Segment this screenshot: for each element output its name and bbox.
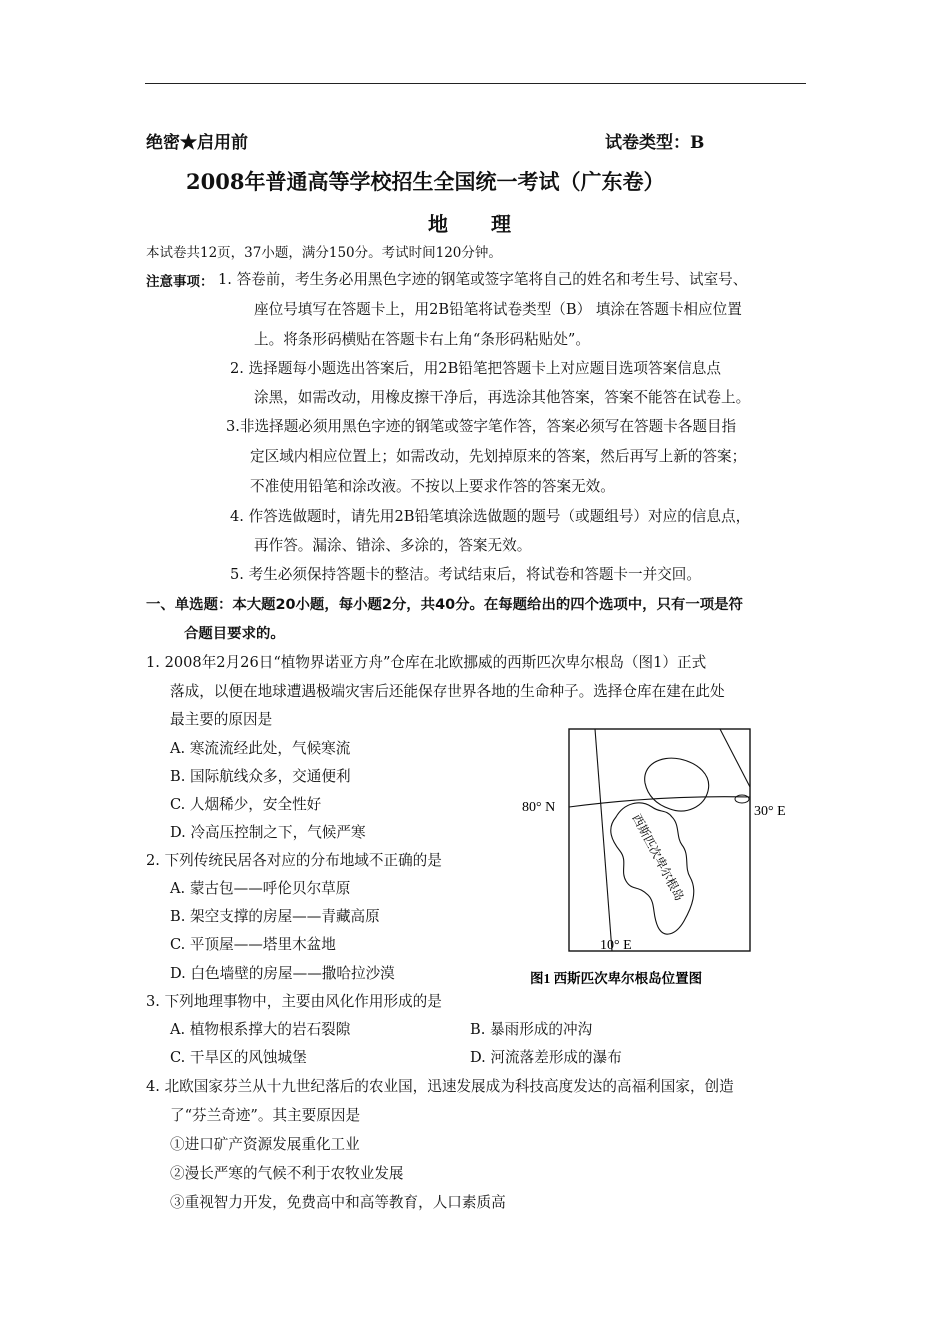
note-line: 再作答。漏涂、错涂、多涂的，答案无效。 xyxy=(254,537,532,554)
note-line: 上。将条形码横贴在答题卡右上角“条形码粘贴处”。 xyxy=(254,331,590,348)
parallel-80n-line xyxy=(569,797,750,807)
q4-item: ①进口矿产资源发展重化工业 xyxy=(170,1136,360,1153)
subject-char-1: 地 xyxy=(428,212,449,236)
question-2-stem: 2. 下列传统民居各对应的分布地域不正确的是 xyxy=(146,852,442,869)
note-line: 5. 考生必须保持答题卡的整洁。考试结束后，将试卷和答题卡一并交回。 xyxy=(230,566,701,583)
subject-char-2: 理 xyxy=(491,212,512,236)
meridian-30e-line xyxy=(720,729,750,787)
label-30e: 30° E xyxy=(754,804,786,819)
question-1-line: 1. 2008年2月26日“植物界诺亚方舟”仓库在北欧挪威的西斯匹次卑尔根岛（图1）正式 xyxy=(146,654,707,671)
subject-title xyxy=(428,208,512,237)
q3-option-a: A. 植物根系撑大的岩石裂隙 xyxy=(170,1021,351,1038)
section-heading: 一、单选题：本大题20小题，每小题2分，共40分。在每题给出的四个选项中，只有一项是符 xyxy=(146,597,743,613)
paper-type-label: 试卷类型：B xyxy=(605,133,705,153)
q1-option-c: C. 人烟稀少，安全性好 xyxy=(170,796,322,813)
northeast-island-shape xyxy=(645,758,709,811)
top-rule xyxy=(145,83,806,84)
exam-intro: 本试卷共12页，37小题，满分150分。考试时间120分钟。 xyxy=(146,245,502,261)
q1-option-d: D. 冷高压控制之下，气候严寒 xyxy=(170,824,366,841)
figure-1-map xyxy=(520,725,810,995)
main-island-shape xyxy=(611,803,694,934)
question-4-line: 了“芬兰奇迹”。其主要原因是 xyxy=(170,1107,361,1124)
q4-item: ③重视智力开发，免费高中和高等教育，人口素质高 xyxy=(170,1194,506,1211)
note-line: 4. 作答选做题时，请先用2B铅笔填涂选做题的题号（或题组号）对应的信息点， xyxy=(230,508,751,525)
note-line: 定区域内相应位置上；如需改动，先划掉原来的答案，然后再写上新的答案； xyxy=(250,448,747,465)
question-1-line: 最主要的原因是 xyxy=(170,711,273,728)
notes-label: 注意事项： xyxy=(146,274,214,290)
islet-shape xyxy=(735,795,749,803)
q1-option-b: B. 国际航线众多，交通便利 xyxy=(170,768,351,785)
confidential-label: 绝密★启用前 xyxy=(146,133,248,153)
note-line: 3.非选择题必须用黑色字迹的钢笔或签字笔作答，答案必须写在答题卡各题目指 xyxy=(226,418,737,435)
section-heading-cont: 合题目要求的。 xyxy=(184,626,285,642)
note-line: 2. 选择题每小题选出答案后，用2B铅笔把答题卡上对应题目选项答案信息点 xyxy=(230,360,721,377)
q4-item: ②漫长严寒的气候不利于农牧业发展 xyxy=(170,1165,404,1182)
q3-option-d: D. 河流落差形成的瀑布 xyxy=(470,1049,622,1066)
q2-option-b: B. 架空支撑的房屋——青藏高原 xyxy=(170,908,380,925)
exam-title: 2008年普通高等学校招生全国统一考试（广东卷） xyxy=(186,169,665,194)
label-80n: 80° N xyxy=(522,800,556,815)
question-4-line: 4. 北欧国家芬兰从十九世纪落后的农业国，迅速发展成为科技高度发达的高福利国家，创造 xyxy=(146,1078,734,1095)
q1-option-a: A. 寒流流经此处，气候寒流 xyxy=(170,740,351,757)
note-line: 不准使用铅笔和涂改液。不按以上要求作答的答案无效。 xyxy=(250,478,615,495)
q3-option-c: C. 干旱区的风蚀城堡 xyxy=(170,1049,307,1066)
question-3-stem: 3. 下列地理事物中，主要由风化作用形成的是 xyxy=(146,993,442,1010)
map-frame xyxy=(569,729,750,951)
note-line: 1. 答卷前，考生务必用黑色字迹的钢笔或签字笔将自己的姓名和考生号、试室号、 xyxy=(218,271,748,288)
note-line: 涂黑，如需改动，用橡皮擦干净后，再选涂其他答案，答案不能答在试卷上。 xyxy=(254,389,751,406)
label-10e: 10° E xyxy=(600,938,632,953)
q2-option-c: C. 平顶屋——塔里木盆地 xyxy=(170,936,336,953)
figure-caption: 图1 西斯匹次卑尔根岛位置图 xyxy=(530,971,703,986)
meridian-10e-line xyxy=(595,729,612,951)
q2-option-d: D. 白色墙壁的房屋——撒哈拉沙漠 xyxy=(170,965,395,982)
note-line: 座位号填写在答题卡上，用2B铅笔将试卷类型（B） 填涂在答题卡相应位置 xyxy=(254,301,742,318)
island-name-label: 西斯匹次卑尔根岛 xyxy=(629,811,687,904)
question-1-line: 落成，以便在地球遭遇极端灾害后还能保存世界各地的生命种子。选择仓库在建在此处 xyxy=(170,683,725,700)
q2-option-a: A. 蒙古包——呼伦贝尔草原 xyxy=(170,880,351,897)
q3-option-b: B. 暴雨形成的冲沟 xyxy=(470,1021,593,1038)
